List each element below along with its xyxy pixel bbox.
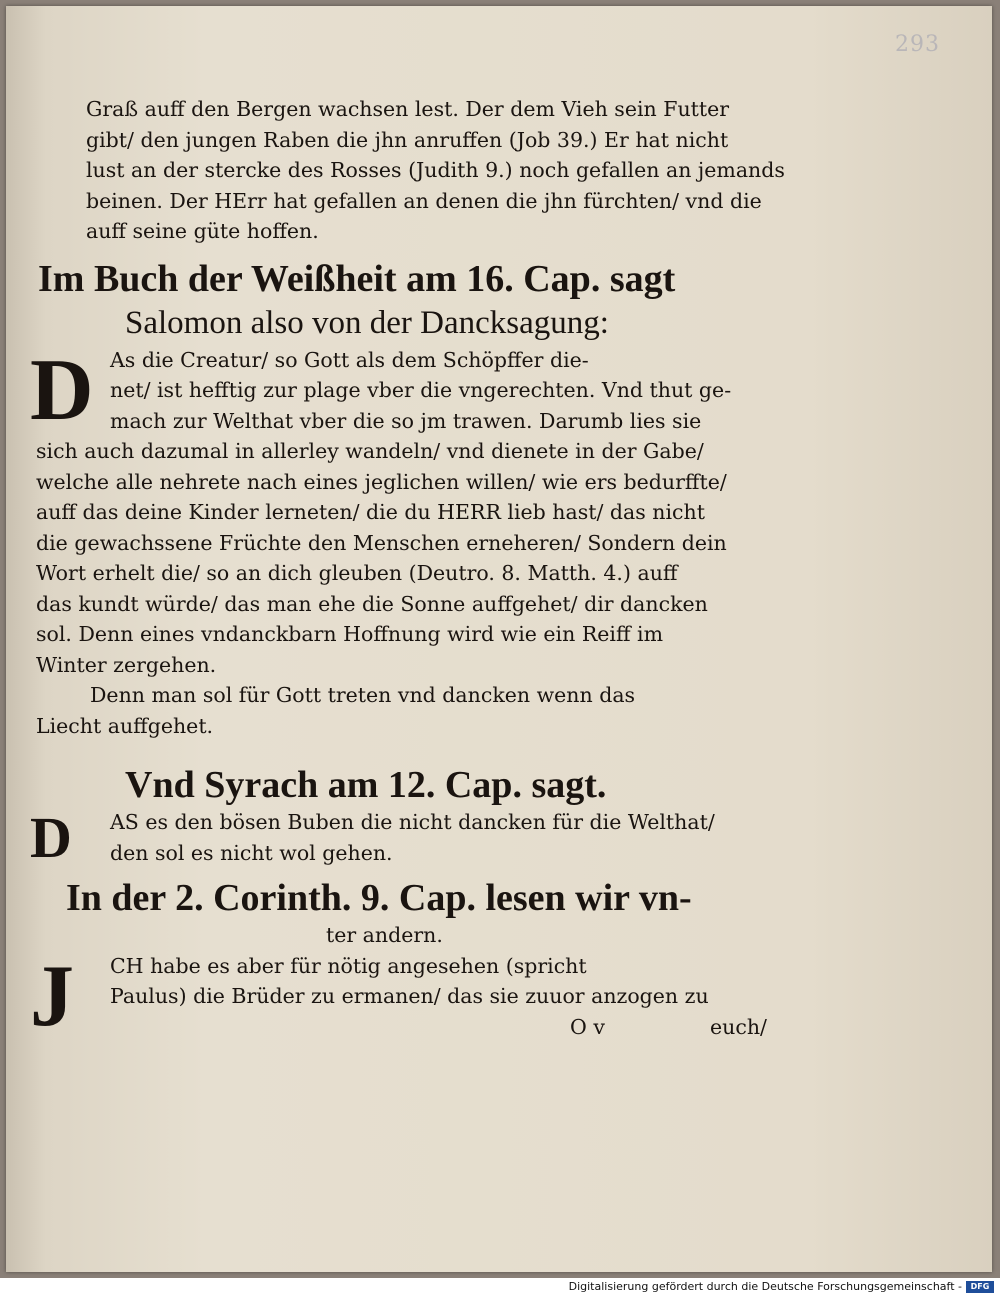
text-line: AS es den bösen Buben die nicht dancken für die Welthat/ [110,810,715,834]
heading-corinth: In der 2. Corinth. 9. Cap. lesen wir vn- [66,877,692,919]
heading-weisheit-line2: Salomon also von der Dancksagung: [125,304,609,341]
text-line: welche alle nehrete nach eines jeglichen willen/ wie ers bedurffte/ [36,469,727,494]
text-line: Liecht auffgehet. [36,713,214,738]
text-line: Winter zergehen. [36,652,217,677]
text-line: mach zur Welthat vber die so jm trawen. Darumb lies sie [110,408,702,433]
paragraph-4 [30,807,778,868]
book-page [6,6,992,1272]
signature-mark: O v [570,1014,605,1039]
catchword: euch/ [710,1014,767,1039]
text-line: Denn man sol für Gott treten vnd dancken wenn das [90,683,636,707]
text-line: sich auch dazumal in allerley wandeln/ vnd dienete in der Gabe/ [36,439,704,463]
text-line: gibt/ den jungen Raben die jhn anruffen (Job 39.) Er hat nicht [86,127,729,152]
drop-capital: D [30,805,72,870]
text-line: Paulus) die Brüder zu ermanen/ das sie zuuor anzogen zu [110,984,709,1008]
text-line: beinen. Der HErr hat gefallen an denen die jhn fürchten/ vnd die [86,188,762,213]
text-line: net/ ist hefftig zur plage vber die vngerechten. Vnd thut ge- [110,378,732,402]
dfg-logo: DFG [966,1281,994,1293]
drop-capital: D [30,341,94,439]
text-line: CH habe es aber für nötig angesehen (spricht [110,953,587,978]
paragraph-5 [30,947,778,1045]
catchword-line [30,1012,778,1043]
text-line: auff das deine Kinder lerneten/ die du HERR lieb hast/ das nicht [36,500,705,524]
drop-capital: J [30,947,74,1045]
footer-credit: Digitalisierung gefördert durch die Deutsche Forschungsgemeinschaft - [568,1280,962,1293]
page-text [30,94,785,1045]
paragraph-3 [30,680,778,741]
page-number: 293 [895,32,940,57]
text-line: den sol es nicht wol gehen. [110,840,393,865]
text-line: Graß auff den Bergen wachsen lest. Der dem Vieh sein Futter [86,97,730,121]
heading-syrach: Vnd Syrach am 12. Cap. sagt. [125,764,607,806]
heading-corinth-line2: ter andern. [326,923,443,947]
text-line: das kundt würde/ das man ehe die Sonne auffgehet/ dir dancken [36,591,708,616]
paragraph-1 [30,94,785,247]
text-line: Wort erhelt die/ so an dich gleuben (Deutro. 8. Matth. 4.) auff [36,561,678,585]
text-line: As die Creatur/ so Gott als dem Schöpffer die- [110,347,589,372]
footer-bar [0,1278,1000,1297]
heading-weisheit: Im Buch der Weißheit am 16. Cap. sagt [38,257,676,300]
text-line: auff seine güte hoffen. [86,219,319,243]
text-line: lust an der stercke des Rosses (Judith 9.) noch gefallen an jemands [86,158,785,182]
text-line: sol. Denn eines vndanckbarn Hoffnung wird wie ein Reiff im [36,622,664,646]
text-line: die gewachssene Früchte den Menschen erneheren/ Sondern dein [36,530,727,555]
paragraph-2 [30,341,778,681]
